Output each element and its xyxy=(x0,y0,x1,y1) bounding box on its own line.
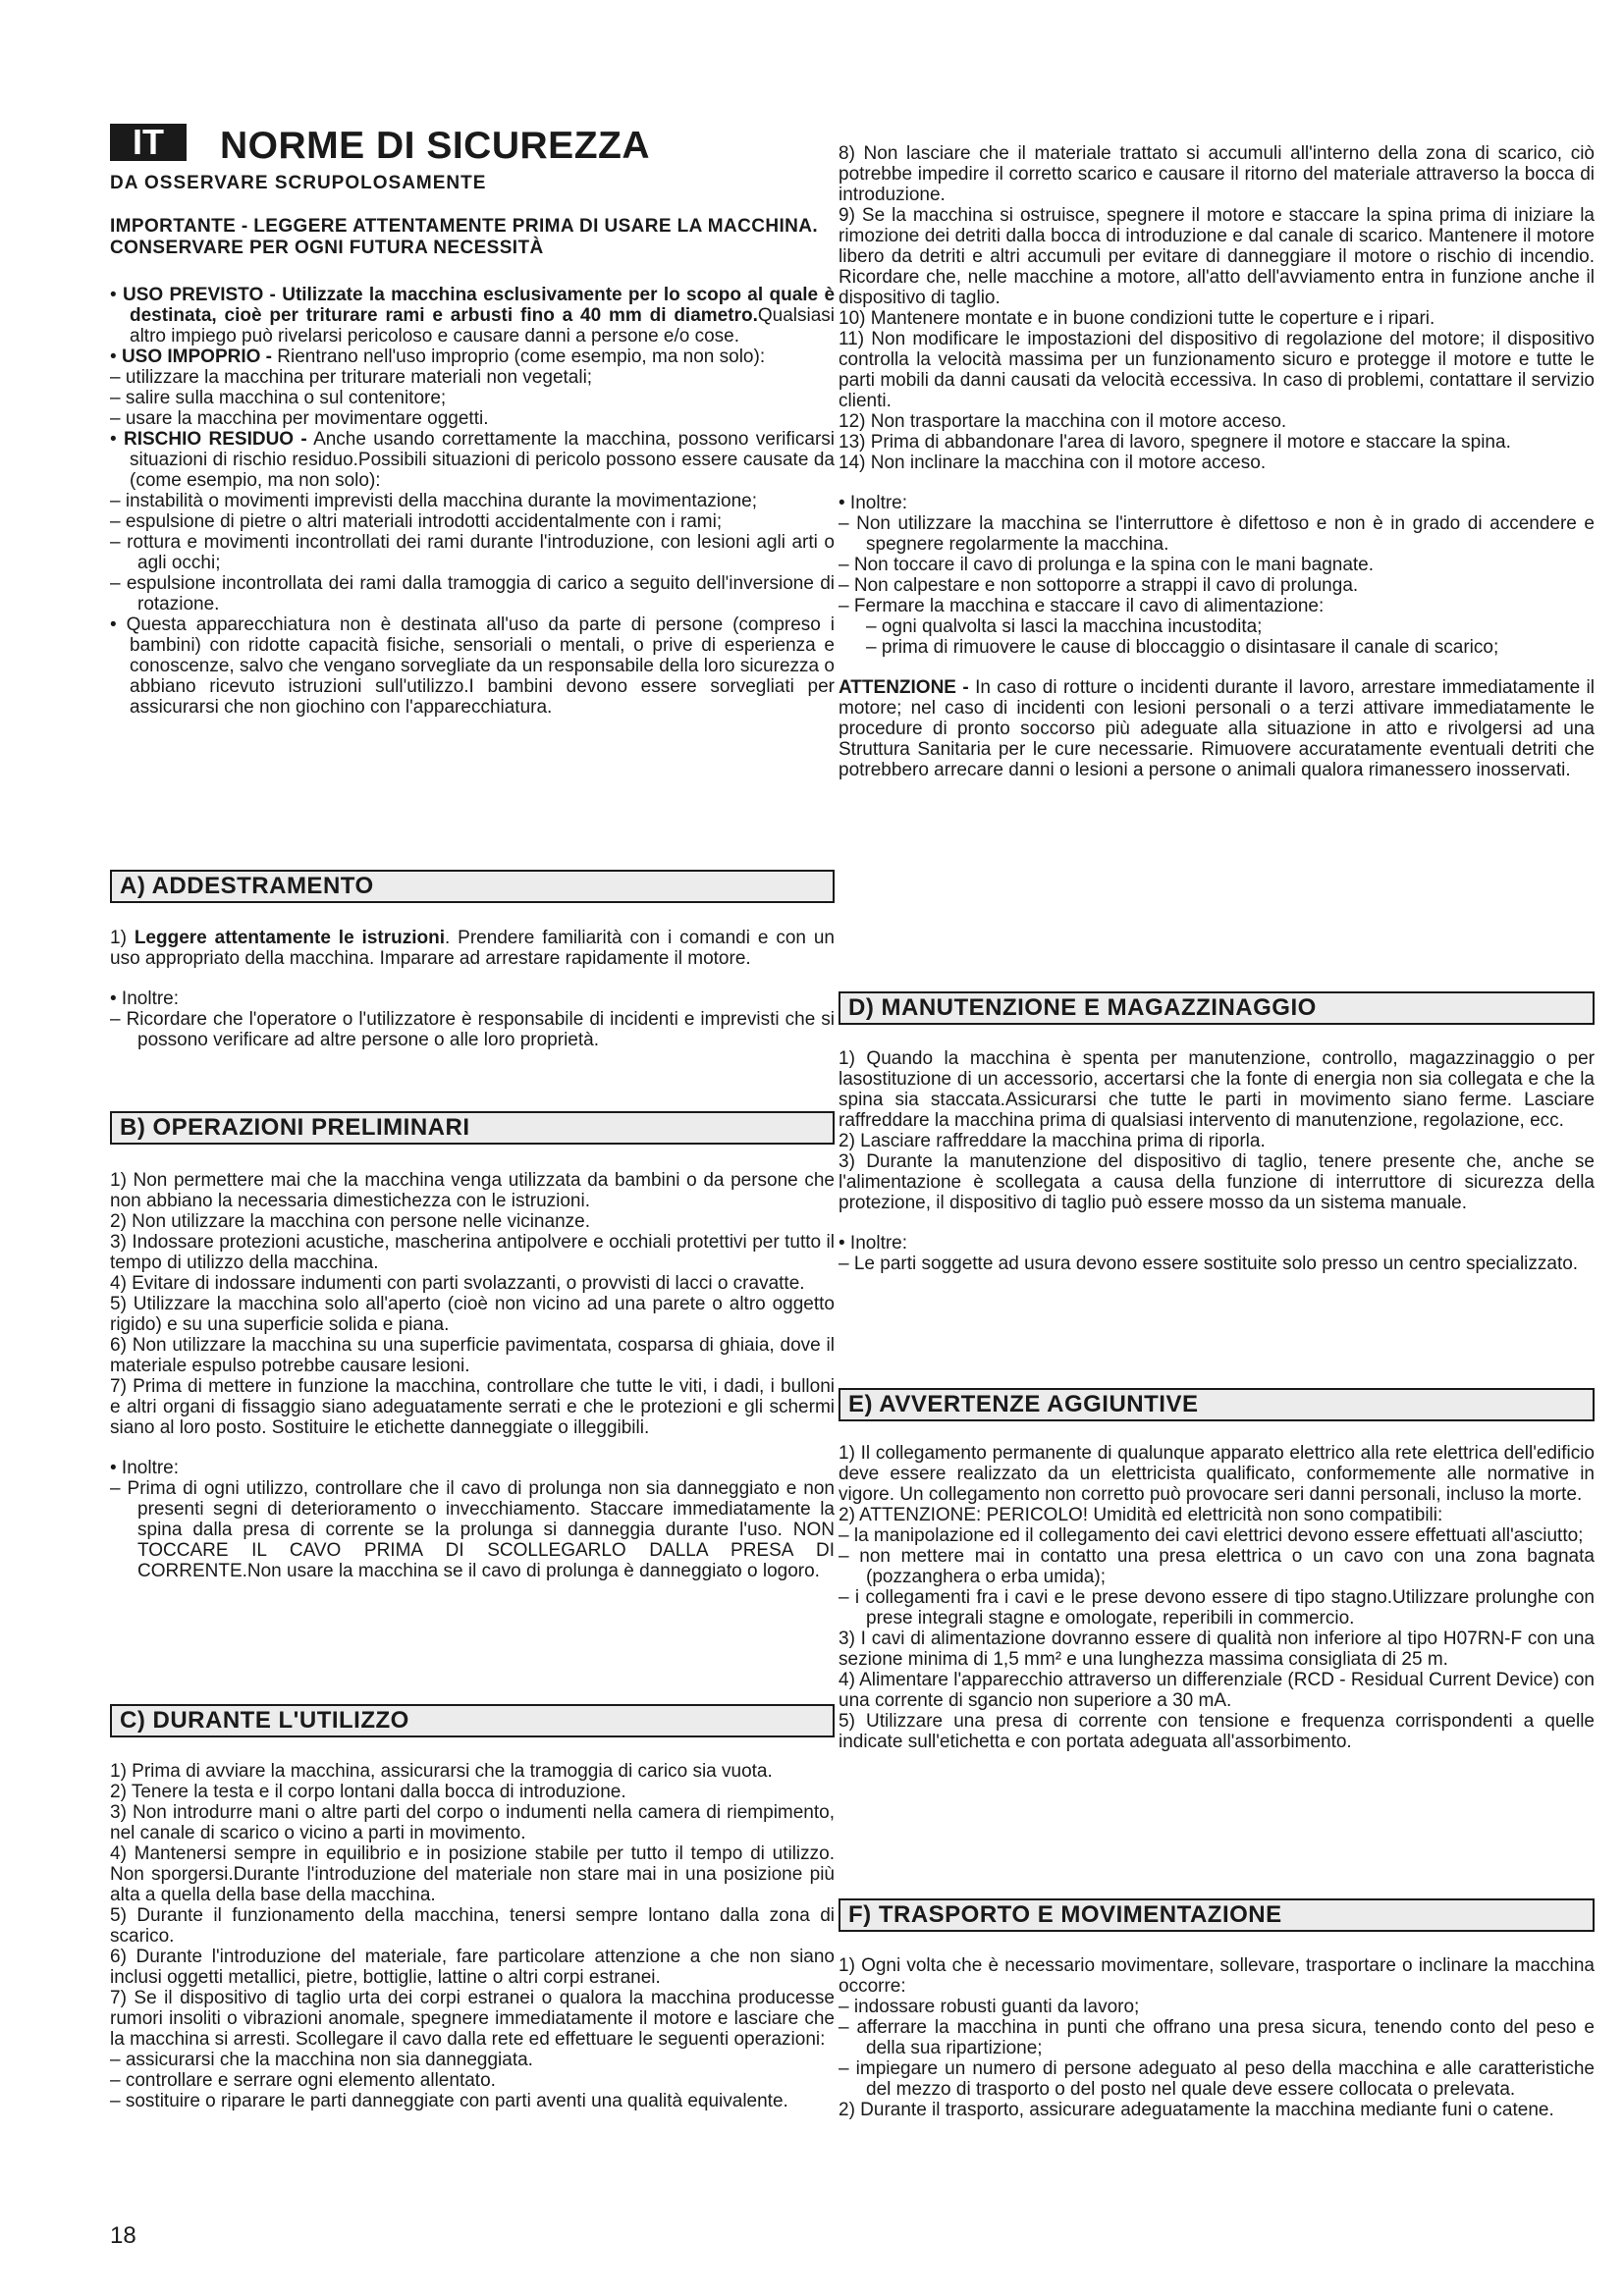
list-item: 7) Se il dispositivo di taglio urta dei corpi estranei o qualora la macchina producesse rumori insoliti o vibrazioni anomale, spegnere immediatamente il motore e lasciare che la macchina si arresti. Scollegare il cavo dalla rete ed effettuare le seguenti operazioni: xyxy=(110,1988,835,2050)
inoltre-label: • Inoltre: xyxy=(839,493,908,513)
list-item: 3) I cavi di alimentazione dovranno essere di qualità non inferiore al tipo H07RN-F con una sezione minima di 1,5 mm² e una lunghezza massima consigliata di 25 m. xyxy=(839,1629,1595,1670)
list-item: 2) Durante il trasporto, assicurare adeguatamente la macchina mediante funi o catene. xyxy=(839,2100,1554,2120)
list-item: 1) Quando la macchina è spenta per manutenzione, controllo, magazzinaggio o per lasostituzione di un accessorio, accertarsi che la fonte di energia non sia collegata e che la spina sia staccata.Assicurarsi che tutte le parti in movimento siano ferme. Lasciare raffreddare la macchina prima di qualsiasi intervento di manutenzione, regolazione, ecc. xyxy=(839,1048,1595,1131)
list-item: – Non toccare il cavo di prolunga e la spina con le mani bagnate. xyxy=(839,555,1375,575)
apparecchiatura-note: • Questa apparecchiatura non è destinata all'uso da parte di persone (compreso i bambini) con ridotte capacità fisiche, sensoriali o mentali, o prive di esperienza e conoscenze, salvo che vengano sorvegliate da un responsabile della loro sicurezza o abbiano ricevuto istruzioni sull'utilizzo.I bambini devono essere sorvegliati per assicurarsi che non giochino con l'apparecchiatura. xyxy=(110,614,836,718)
list-item: 12) Non trasportare la macchina con il motore acceso. xyxy=(839,411,1287,432)
list-item: 11) Non modificare le impostazioni del dispositivo di regolazione del motore; il dispositivo controlla la velocità massima per un funzionamento sicuro e protegge il motore e tutte le parti mobili da danni causati da velocità eccessiva. In caso di problemi, contattare il servizio clienti. xyxy=(839,329,1595,411)
list-item: 5) Utilizzare una presa di corrente con tensione e frequenza corrispondenti a quelle indicate sull'etichetta e con portata adeguata all'assorbimento. xyxy=(839,1711,1595,1752)
section-a-header: A) ADDESTRAMENTO xyxy=(110,870,835,903)
list-item: 4) Alimentare l'apparecchio attraverso un differenziale (RCD - Residual Current Device) con una corrente di sgancio non superiore a 30 mA. xyxy=(839,1670,1595,1711)
list-item: – utilizzare la macchina per triturare materiali non vegetali; xyxy=(110,367,593,388)
list-item: – espulsione incontrollata dei rami dalla tramoggia di carico a seguito dell'inversione di rotazione. xyxy=(110,573,835,614)
list-item: 2) Non utilizzare la macchina con persone nelle vicinanze. xyxy=(110,1211,590,1232)
uso-improprio: • USO IMPOPRIO - Rientrano nell'uso improprio (come esempio, ma non solo): xyxy=(110,347,766,367)
list-item: – i collegamenti fra i cavi e le prese devono essere di tipo stagno.Utilizzare prolunghe con prese integrali stagne e omologate, reperibili in commercio. xyxy=(839,1587,1595,1629)
list-item: 4) Evitare di indossare indumenti con parti svolazzanti, o provvisti di lacci o cravatte. xyxy=(110,1273,805,1294)
list-item: 5) Durante il funzionamento della macchina, tenersi sempre lontano dalla zona di scarico. xyxy=(110,1905,835,1947)
list-item: 7) Prima di mettere in funzione la macchina, controllare che tutte le viti, i dadi, i bulloni e altri organi di fissaggio siano adeguatamente serrati e che le protezioni e gli schermi siano al loro posto. Sostituire le etichette danneggiate o illeggibili. xyxy=(110,1376,835,1438)
list-item: 1) Il collegamento permanente di qualunque apparato elettrico alla rete elettrica dell'edificio deve essere realizzato da un elettricista qualificato, conformemente alle normative in vigore. Un collegamento non corretto può provocare seri danni personali, incluso la morte. xyxy=(839,1443,1595,1505)
section-d-header: D) MANUTENZIONE E MAGAZZINAGGIO xyxy=(839,991,1595,1025)
section-c-body xyxy=(110,1761,835,2111)
list-item: – afferrare la macchina in punti che offrano una presa sicura, tenendo conto del peso e della sua ripartizione; xyxy=(839,2017,1595,2058)
list-item: 3) Indossare protezioni acustiche, mascherina antipolvere e occhiali protettivi per tutto il tempo di utilizzo della macchina. xyxy=(110,1232,835,1273)
list-item: – controllare e serrare ogni elemento allentato. xyxy=(110,2070,496,2091)
section-b-header: B) OPERAZIONI PRELIMINARI xyxy=(110,1111,835,1145)
rischio-residuo: • RISCHIO RESIDUO - Anche usando correttamente la macchina, possono verificarsi situazioni di rischio residuo.Possibili situazioni di pericolo possono essere causate da (come esempio, ma non solo): xyxy=(110,429,835,491)
list-item: 1) Prima di avviare la macchina, assicurarsi che la tramoggia di carico sia vuota. xyxy=(110,1761,773,1782)
list-item: – Fermare la macchina e staccare il cavo di alimentazione: xyxy=(839,596,1325,616)
section-e-header: E) AVVERTENZE AGGIUNTIVE xyxy=(839,1388,1595,1421)
section-d-body xyxy=(839,1048,1595,1274)
list-item: – espulsione di pietre o altri materiali introdotti accidentalmente con i rami; xyxy=(110,511,723,532)
inoltre-label: • Inoltre: xyxy=(110,988,180,1009)
list-item: – assicurarsi che la macchina non sia danneggiata. xyxy=(110,2050,533,2070)
list-item: – la manipolazione ed il collegamento dei cavi elettrici devono essere effettuati all'asciutto; xyxy=(839,1525,1584,1546)
inoltre-label: • Inoltre: xyxy=(110,1458,180,1478)
page-subtitle: DA OSSERVARE SCRUPOLOSAMENTE xyxy=(110,173,487,193)
list-item: 10) Mantenere montate e in buone condizioni tutte le coperture e i ripari. xyxy=(839,308,1435,329)
section-c-continued xyxy=(839,143,1595,780)
list-item: 2) Lasciare raffreddare la macchina prima di riporla. xyxy=(839,1131,1266,1151)
intro-block xyxy=(110,285,835,718)
page-number: 18 xyxy=(110,2222,136,2249)
list-item: – salire sulla macchina o sul contenitore; xyxy=(110,388,447,408)
list-item: 2) ATTENZIONE: PERICOLO! Umidità ed elettricità non sono compatibili: xyxy=(839,1505,1443,1525)
list-item: – rottura e movimenti incontrollati dei rami durante l'introduzione, con lesioni agli arti o agli occhi; xyxy=(110,532,835,573)
list-item: 1) Non permettere mai che la macchina venga utilizzata da bambini o da persone che non abbiano la necessaria dimestichezza con le istruzioni. xyxy=(110,1170,835,1211)
list-item: – ogni qualvolta si lasci la macchina incustodita; xyxy=(866,616,1263,637)
list-item: – Non calpestare e non sottoporre a strappi il cavo di prolunga. xyxy=(839,575,1359,596)
inoltre-label: • Inoltre: xyxy=(839,1233,908,1254)
list-item: – Le parti soggette ad usura devono essere sostituite solo presso un centro specializzato. xyxy=(839,1254,1579,1274)
list-item: 13) Prima di abbandonare l'area di lavoro, spegnere il motore e staccare la spina. xyxy=(839,432,1511,453)
list-item: 4) Mantenersi sempre in equilibrio e in posizione stabile per tutto il tempo di utilizzo. Non sporgersi.Durante l'introduzione del materiale non stare mai in una posizione più alta a quella della base della macchina. xyxy=(110,1843,835,1905)
list-item: 2) Tenere la testa e il corpo lontani dalla bocca di introduzione. xyxy=(110,1782,626,1802)
list-item: – Prima di ogni utilizzo, controllare che il cavo di prolunga non sia danneggiato e non presenti segni di deterioramento o invecchiamento. Staccare immediatamente la spina dalla presa di corrente se la prolunga si danneggia durante l'uso. NON TOCCARE IL CAVO PRIMA DI SCOLLEGARLO DALLA PRESA DI CORRENTE.Non usare la macchina se il cavo di prolunga è danneggiato o logoro. xyxy=(110,1478,835,1581)
page-title: NORME DI SICUREZZA xyxy=(220,125,650,167)
list-item: 6) Non utilizzare la macchina su una superficie pavimentata, cosparsa di ghiaia, dove il materiale espulso potrebbe causare lesioni. xyxy=(110,1335,835,1376)
section-c-header: C) DURANTE L'UTILIZZO xyxy=(110,1704,835,1737)
list-item: – non mettere mai in contatto una presa elettrica o un cavo con una zona bagnata (pozzanghera o erba umida); xyxy=(839,1546,1595,1587)
list-item: – Ricordare che l'operatore o l'utilizzatore è responsabile di incidenti e imprevisti che si possono verificare ad altre persone o alle loro proprietà. xyxy=(110,1009,835,1050)
list-item: 8) Non lasciare che il materiale trattato si accumuli all'interno della zona di scarico, ciò potrebbe impedire il corretto scarico e causare il ritorno del materiale attraverso la bocca di introduzione. xyxy=(839,143,1595,205)
list-item: – impiegare un numero di persone adeguato al peso della macchina e alle caratteristiche del mezzo di trasporto o del posto nel quale deve essere collocata o prelevata. xyxy=(839,2058,1595,2100)
list-item: – instabilità o movimenti imprevisti della macchina durante la movimentazione; xyxy=(110,491,757,511)
list-item: 5) Utilizzare la macchina solo all'aperto (cioè non vicino ad una parete o altro oggetto rigido) e su una superficie solida e piana. xyxy=(110,1294,835,1335)
section-f-body xyxy=(839,1955,1595,2120)
list-item: 9) Se la macchina si ostruisce, spegnere il motore e staccare la spina prima di iniziare la rimozione dei detriti dalla bocca di introduzione e dal canale di scarico. Mantenere il motore libero da detriti e altri accumuli per evitare di danneggiare il motore o rischio di incendio. Ricordare che, nelle macchine a motore, all'atto dell'avviamento entra in funzione anche il dispositivo di taglio. xyxy=(839,205,1595,308)
list-item: 6) Durante l'introduzione del materiale, fare particolare attenzione a che non siano inclusi oggetti metallici, pietre, bottiglie, lattine o altri corpi estranei. xyxy=(110,1947,835,1988)
list-item: 3) Durante la manutenzione del dispositivo di taglio, tenere presente che, anche se l'alimentazione è scollegata a causa della funzione di interruttore di sicurezza della protezione, il dispositivo di taglio può essere mosso da un sistema manuale. xyxy=(839,1151,1595,1213)
list-item: – sostituire o riparare le parti danneggiate con parti aventi una qualità equivalente. xyxy=(110,2091,788,2111)
attenzione-note: ATTENZIONE - In caso di rotture o incidenti durante il lavoro, arrestare immediatamente il motore; nel caso di incidenti con lesioni personali o a terzi attivare immediatamente le procedure di pronto soccorso più adeguate alla situazione in atto e rivolgersi ad una Struttura Sanitaria per le cure necessarie. Rimuovere accuratamente eventuali detriti che potrebbero arrecare danni o lesioni a persone o animali qualora rimanessero inosservati. xyxy=(839,677,1596,780)
list-item: 1) Ogni volta che è necessario movimentare, sollevare, trasportare o inclinare la macchina occorre: xyxy=(839,1955,1595,1997)
section-b-body xyxy=(110,1170,835,1581)
section-a-item-1: 1) Leggere attentamente le istruzioni. Prendere familiarità con i comandi e con un uso appropriato della macchina. Imparare ad arrestare rapidamente il motore. xyxy=(110,928,835,969)
list-item: 3) Non introdurre mani o altre parti del corpo o indumenti nella camera di riempimento, nel canale di scarico o vicino a parti in movimento. xyxy=(110,1802,835,1843)
list-item: – prima di rimuovere le cause di bloccaggio o disintasare il canale di scarico; xyxy=(866,637,1499,658)
language-badge: IT xyxy=(110,124,187,161)
list-item: – indossare robusti guanti da lavoro; xyxy=(839,1997,1140,2017)
list-item: – Non utilizzare la macchina se l'interruttore è difettoso e non è in grado di accendere e spegnere regolarmente la macchina. xyxy=(839,513,1595,555)
section-f-header: F) TRASPORTO E MOVIMENTAZIONE xyxy=(839,1898,1595,1932)
list-item: – usare la macchina per movimentare oggetti. xyxy=(110,408,489,429)
section-e-body xyxy=(839,1443,1595,1752)
uso-previsto: • USO PREVISTO - Utilizzate la macchina esclusivamente per lo scopo al quale è destinata, cioè per triturare rami e arbusti fino a 40 mm di diametro.Qualsiasi altro impiego può rivelarsi pericoloso e causare danni a persone e/o cose. xyxy=(110,285,836,347)
section-a-body xyxy=(110,928,835,1050)
list-item: 14) Non inclinare la macchina con il motore acceso. xyxy=(839,453,1267,473)
important-notice: IMPORTANTE - LEGGERE ATTENTAMENTE PRIMA DI USARE LA MACCHINA. CONSERVARE PER OGNI FUTURA NECESSITÀ xyxy=(110,216,819,258)
